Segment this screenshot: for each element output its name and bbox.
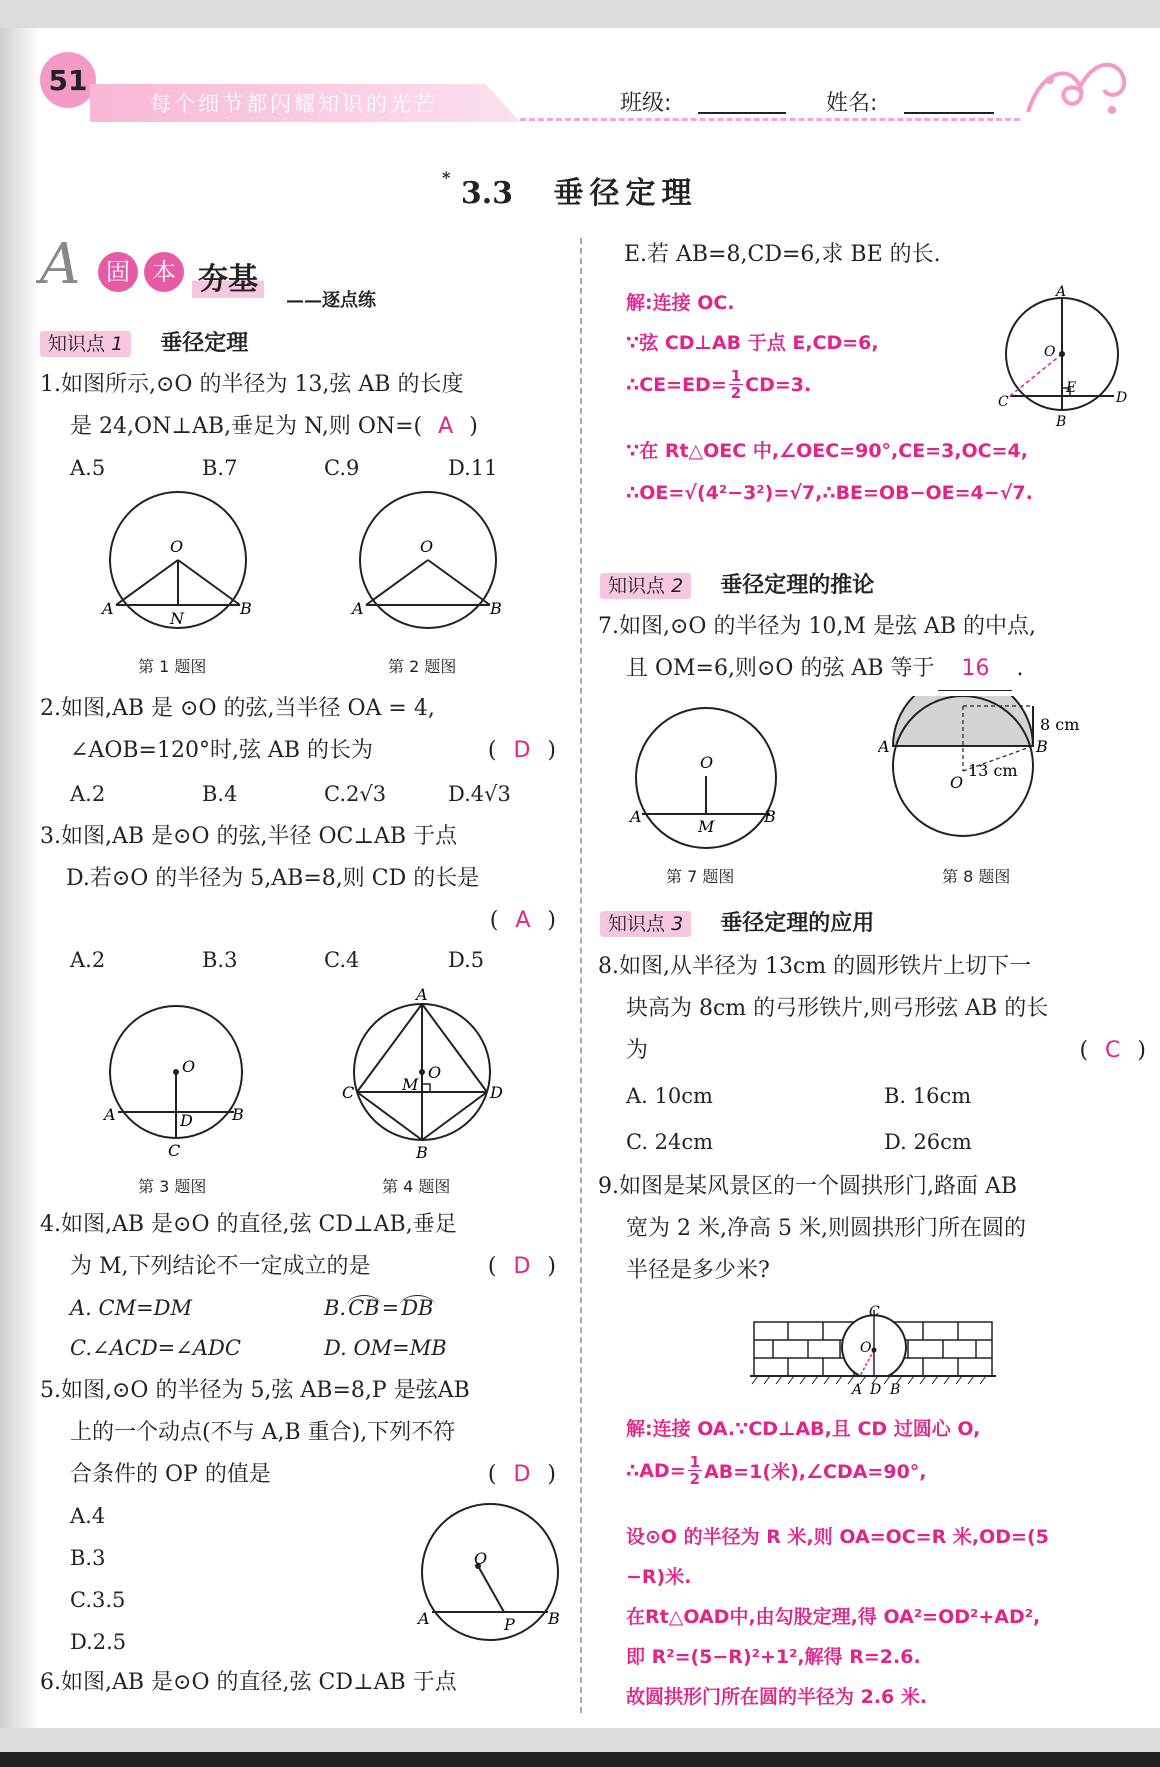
q3-line2: D.若⊙O 的半径为 5,AB=8,则 CD 的长是 <box>66 866 480 891</box>
q4-line2-wrap <box>40 1246 556 1288</box>
figure-8 <box>878 696 1098 856</box>
kp2-title: 垂径定理的推论 <box>720 573 875 598</box>
fig4-right-angle <box>422 1084 430 1092</box>
q5-line2: 上的一个动点(不与 A,B 重合),下列不符 <box>70 1420 456 1445</box>
q5-option-d: D.2.5 <box>70 1630 127 1654</box>
kp3-badge <box>600 911 691 937</box>
title-star: * <box>442 168 451 187</box>
fig4-label-c: C <box>342 1083 355 1102</box>
class-field[interactable] <box>698 112 786 114</box>
page-shadow <box>0 28 40 1728</box>
figure-3 <box>100 1000 260 1170</box>
q2-line1: 2.如图,AB 是 ⊙O 的弦,当半径 OA = 4, <box>40 696 435 721</box>
fig4-label-a: A <box>416 988 428 1004</box>
q9-frac-den: 2 <box>689 1470 701 1488</box>
q9-sol-2b: AB=1(米),∠CDA=90°, <box>704 1461 927 1483</box>
figure-2 <box>348 490 508 630</box>
page-number-badge <box>40 52 96 108</box>
fig1-label-b: B <box>240 599 252 618</box>
q4-line2: 为 M,下列结论不一定成立的是 <box>70 1254 371 1279</box>
q1-line1: 1.如图所示,⊙O 的半径为 13,弦 AB 的长度 <box>40 372 464 397</box>
q6-sol-1: 解:连接 OC. <box>626 292 735 314</box>
question-4 <box>40 1204 556 1288</box>
fig9-label-c: C <box>869 1304 880 1320</box>
q6-fraction <box>729 368 743 401</box>
q5-option-b: B.3 <box>70 1546 106 1570</box>
fig8-label-r: 13 cm <box>968 761 1018 780</box>
q6-frac-den: 2 <box>730 384 742 402</box>
fig4-center-dot <box>419 1069 425 1075</box>
q8-option-a: A. 10cm <box>626 1084 713 1108</box>
q5-option-c: C.3.5 <box>70 1588 126 1612</box>
knowledge-point-3 <box>600 906 874 937</box>
kp3-label: 知识点 <box>608 913 666 935</box>
fig8-label-a: A <box>878 737 890 756</box>
q7-line2-wrap <box>598 648 1036 691</box>
fig2-label-a: A <box>352 599 364 618</box>
q7-line2: 且 OM=6,则⊙O 的弦 AB 等于 <box>626 656 935 681</box>
fig8-caption: 第 8 题图 <box>942 867 1011 886</box>
q9-line1: 9.如图是某风景区的一个圆拱形门,路面 AB <box>598 1174 1018 1199</box>
q8-option-b: B. 16cm <box>884 1084 972 1108</box>
fig2-caption: 第 2 题图 <box>388 657 457 676</box>
kp1-badge <box>40 331 131 357</box>
question-6-line1: 6.如图,AB 是⊙O 的直径,弦 CD⊥AB 于点 <box>40 1670 457 1695</box>
q6-sol-5: ∴OE=√(4²−3²)=√7,∴BE=OB−OE=4−√7. <box>626 482 1033 504</box>
fig6-label-a: A <box>1056 284 1067 300</box>
part-a-banner <box>40 232 400 311</box>
figure-7 <box>628 700 788 860</box>
q2-bracket: ( D ) <box>487 738 556 763</box>
fig6-center-dot <box>1059 351 1065 357</box>
q9-sol-4: −R)米. <box>626 1566 692 1588</box>
q1-line2-wrap <box>40 406 478 448</box>
q4-bracket: ( D ) <box>487 1254 556 1279</box>
q9-sol-6: 即 R²=(5−R)²+1²,解得 R=2.6. <box>626 1646 921 1668</box>
q6-frac-num: 1 <box>730 367 742 385</box>
kp3-num: 3 <box>671 913 684 935</box>
kp2-label: 知识点 <box>608 575 666 597</box>
fig1-oa <box>116 560 178 605</box>
q2-option-b: B.4 <box>202 782 238 806</box>
fig7-label-b: B <box>764 807 776 826</box>
figure-1 <box>100 490 260 630</box>
fig5-op <box>478 1566 504 1612</box>
q6-sol-3 <box>626 368 811 401</box>
q3-option-b: B.3 <box>202 948 238 972</box>
question-3 <box>40 816 556 942</box>
title-name: 垂径定理 <box>553 176 698 211</box>
part-a-sub: ——逐点练 <box>286 290 376 311</box>
fig3-label-b: B <box>232 1105 244 1124</box>
q1-line2: 是 24,ON⊥AB,垂足为 N,则 ON=( <box>70 414 423 439</box>
fig5-label-p: P <box>504 1615 515 1634</box>
q2-option-c: C.2√3 <box>324 782 387 806</box>
q3-answer: A <box>515 908 531 933</box>
q3-option-c: C.4 <box>324 948 360 972</box>
q1-option-c: C.9 <box>324 456 360 480</box>
q4-option-c: C.∠ACD=∠ADC <box>70 1336 241 1360</box>
fig5-circle <box>422 1504 558 1640</box>
q4-arc-cb: CB <box>348 1296 380 1320</box>
q2-answer: D <box>513 738 531 763</box>
knowledge-point-2 <box>600 568 874 599</box>
part-a-circle-2: 本 <box>144 252 184 292</box>
q1-option-a: A.5 <box>70 456 106 480</box>
fig4-label-o: O <box>428 1063 442 1082</box>
fig2-oa <box>366 560 428 605</box>
fig5-label-o: O <box>474 1549 488 1568</box>
fig8-label-o: O <box>950 773 964 792</box>
fig4-caption: 第 4 题图 <box>382 1177 451 1196</box>
q3-line3: ( A ) <box>489 908 556 933</box>
q4-answer: D <box>513 1254 531 1279</box>
question-2 <box>40 688 556 772</box>
question-8 <box>598 946 1146 1072</box>
fig1-label-o: O <box>170 537 184 556</box>
fig7-label-o: O <box>700 753 714 772</box>
fig3-label-o: O <box>182 1057 196 1076</box>
kp3-title: 垂径定理的应用 <box>720 911 875 936</box>
bottom-bar <box>0 1752 1160 1767</box>
q5-line3-wrap <box>40 1454 556 1496</box>
q4-option-b <box>324 1296 436 1320</box>
fig7-label-m: M <box>698 817 715 836</box>
q9-fraction <box>688 1454 702 1487</box>
flourish-ornament-icon <box>1020 52 1130 124</box>
part-a-circle-1: 固 <box>98 252 138 292</box>
q5-option-a: A.4 <box>70 1504 106 1528</box>
fig3-label-c: C <box>168 1141 181 1160</box>
fig6-label-d: D <box>1116 390 1128 406</box>
q5-line3: 合条件的 OP 的值是 <box>70 1462 271 1487</box>
fig1-label-a: A <box>102 599 114 618</box>
q2-line2: ∠AOB=120°时,弦 AB 的长为 <box>70 738 373 763</box>
q7-answer: 16 <box>938 648 1012 691</box>
figure-6 <box>998 284 1138 434</box>
section-title <box>442 168 697 212</box>
fig6-label-c: C <box>998 394 1009 410</box>
q7-line1: 7.如图,⊙O 的半径为 10,M 是弦 AB 的中点, <box>598 614 1036 639</box>
class-label: 班级: <box>620 91 672 116</box>
q1-answer: A <box>438 414 454 439</box>
q9-sol-7: 故圆拱形门所在圆的半径为 2.6 米. <box>626 1686 928 1708</box>
fig1-caption: 第 1 题图 <box>138 657 207 676</box>
fig3-center-dot <box>173 1069 179 1075</box>
q4-option-a: A. CM=DM <box>70 1296 193 1320</box>
q9-sol-5: 在Rt△OAD中,由勾股定理,得 OA²=OD²+AD², <box>626 1606 1041 1628</box>
q2-option-a: A.2 <box>70 782 106 806</box>
q4-option-b-label: B. <box>324 1296 347 1320</box>
fig3-label-a: A <box>104 1105 116 1124</box>
q8-answer: C <box>1105 1038 1121 1063</box>
question-1 <box>40 364 478 448</box>
q5-line1: 5.如图,⊙O 的半径为 5,弦 AB=8,P 是弦AB <box>40 1378 470 1403</box>
q2-option-d: D.4√3 <box>448 782 511 806</box>
q4-arc-db: DB <box>401 1296 434 1320</box>
question-5 <box>40 1370 556 1496</box>
fig3-caption: 第 3 题图 <box>138 1177 207 1196</box>
fig2-ob <box>428 560 490 605</box>
q3-option-d: D.5 <box>448 948 485 972</box>
q6-sol-3a: ∴CE=ED= <box>626 373 727 396</box>
q8-line3-wrap <box>598 1030 1146 1072</box>
kp2-num: 2 <box>671 575 684 597</box>
figure-5 <box>414 1500 564 1650</box>
figure-9 <box>748 1304 998 1396</box>
fig6-oc <box>1010 354 1062 396</box>
question-6-line2: E.若 AB=8,CD=6,求 BE 的长. <box>624 242 941 267</box>
q2-line2-wrap <box>40 730 556 772</box>
q1-option-d: D.11 <box>448 456 498 480</box>
fig7-label-a: A <box>630 807 642 826</box>
figure-4 <box>342 988 512 1163</box>
part-a-rest: 夯基 <box>192 254 264 298</box>
fig8-label-b: B <box>1036 737 1048 756</box>
fig6-label-o: O <box>1044 344 1056 360</box>
q8-line3: 为 <box>626 1038 649 1063</box>
kp1-label: 知识点 <box>48 333 106 355</box>
fig9-label-a: A <box>852 1382 863 1396</box>
page-number: 51 <box>48 63 88 97</box>
q9-sol-3: 设⊙O 的半径为 R 米,则 OA=OC=R 米,OD=(5 <box>626 1526 1049 1548</box>
question-9 <box>598 1166 1026 1292</box>
q9-line2: 宽为 2 米,净高 5 米,则圆拱形门所在圆的 <box>626 1216 1026 1241</box>
fig4-label-d: D <box>490 1083 503 1102</box>
fig6-label-e: E <box>1066 380 1077 396</box>
header-dash-line <box>520 118 1020 121</box>
q8-option-c: C. 24cm <box>626 1130 714 1154</box>
fig1-ob <box>178 560 240 605</box>
column-divider <box>580 238 582 1713</box>
fig4-label-b: B <box>416 1143 428 1162</box>
part-a-letter: A <box>40 232 81 297</box>
fig5-label-b: B <box>548 1609 560 1628</box>
q6-sol-3b: CD=3. <box>745 373 812 396</box>
fig2-label-b: B <box>490 599 502 618</box>
q9-frac-num: 1 <box>689 1453 701 1471</box>
q6-sol-4: ∵在 Rt△OEC 中,∠OEC=90°,CE=3,OC=4, <box>626 440 1028 462</box>
kp1-title: 垂径定理 <box>160 331 249 356</box>
fig9-label-b: B <box>890 1382 901 1396</box>
q1-close: ) <box>469 414 478 439</box>
fig9-label-o: O <box>860 1340 872 1356</box>
fig1-label-n: N <box>170 609 184 628</box>
q9-sol-2a: ∴AD= <box>626 1459 686 1482</box>
fig4-label-m: M <box>402 1075 419 1094</box>
fig6-label-b: B <box>1056 414 1067 430</box>
kp1-num: 1 <box>111 333 124 355</box>
knowledge-point-1 <box>40 326 248 357</box>
q4-option-b-eq: = <box>381 1296 400 1320</box>
q6-sol-2: ∵弦 CD⊥AB 于点 E,CD=6, <box>626 332 879 354</box>
fig9-hatch <box>752 1376 986 1384</box>
q8-option-d: D. 26cm <box>884 1130 972 1154</box>
q7-end: . <box>1016 656 1024 681</box>
q3-line1: 3.如图,AB 是⊙O 的弦,半径 OC⊥AB 于点 <box>40 824 458 849</box>
q5-bracket: ( D ) <box>487 1462 556 1487</box>
q8-bracket: ( C ) <box>1079 1038 1146 1063</box>
fig9-center-dot <box>872 1348 877 1353</box>
fig8-label-h: 8 cm <box>1040 715 1080 734</box>
q4-line1: 4.如图,AB 是⊙O 的直径,弦 CD⊥AB,垂足 <box>40 1212 457 1237</box>
fig3-label-d: D <box>180 1111 193 1130</box>
q9-sol-2 <box>626 1454 927 1487</box>
q8-line1: 8.如图,从半径为 13cm 的圆形铁片上切下一 <box>598 954 1032 979</box>
q5-answer: D <box>513 1462 531 1487</box>
q4-option-d: D. OM=MB <box>324 1336 447 1360</box>
kp2-badge <box>600 573 691 599</box>
name-field[interactable] <box>904 112 994 114</box>
slogan: 每个细节都闪耀知识的光芒 <box>150 92 438 116</box>
q8-line2: 块高为 8cm 的弓形铁片,则弓形弦 AB 的长 <box>626 996 1049 1021</box>
name-label: 姓名: <box>826 91 878 116</box>
title-section-number: 3.3 <box>460 176 514 211</box>
q9-sol-1: 解:连接 OA.∵CD⊥AB,且 CD 过圆心 O, <box>626 1418 981 1440</box>
fig5-label-a: A <box>418 1609 430 1628</box>
fig2-label-o: O <box>420 537 434 556</box>
q3-option-a: A.2 <box>70 948 106 972</box>
q1-option-b: B.7 <box>202 456 238 480</box>
question-7 <box>598 606 1036 691</box>
fig9-label-d: D <box>870 1382 882 1396</box>
q9-line3: 半径是多少米? <box>626 1258 770 1283</box>
fig7-caption: 第 7 题图 <box>666 867 735 886</box>
